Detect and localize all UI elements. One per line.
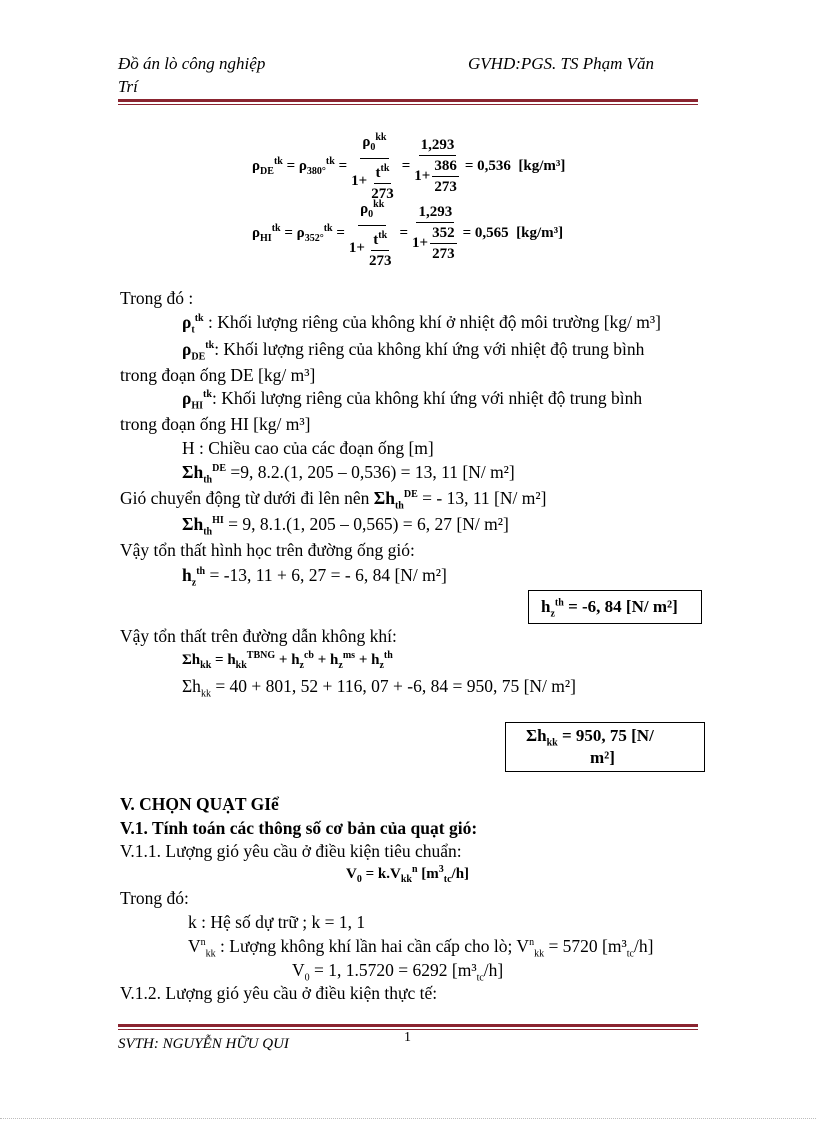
v0-calc: $V_0 = 1$, 1.5720 = 6292 $[m^3_{tc}/h]$ <box>292 960 504 984</box>
footer-author: SVTH: NGUYỄN HỮU QUI <box>118 1036 289 1052</box>
result-box-geo: $h_z^{th} = -6$, 84 [N/ m²] <box>528 590 702 624</box>
loss-geo-eq: $h_z^{th} = -13$, 11 + 6, 27 = - 6, 84 [N/ m²] <box>182 565 447 589</box>
formula-rho-de: $\rho_{DE}^{tk} = \rho_{380^\circ}^{tk}$ = $\rho_0^{kk}$ 1+ $\frac{t^{tk}}{273}$ = 1,293 1+ $\frac{386}{273}$ = 0,536 [kg/m³] <box>252 128 565 204</box>
loss-air-title: Vậy tổn thất trên đường dẫn không khí: <box>120 626 397 646</box>
def-rho-t: $\rho_t^{tk}$ : Khối lượng riêng của không khí ở nhiệt độ môi trường [kg/ m³] <box>182 312 661 336</box>
vn-definition: $V^n_{kk}$ : Lượng không khí lần hai cần cấp cho lò; $V^n_{kk} = 5720$ $[m^3_{tc}/h]$ <box>188 936 654 960</box>
def-rho-hi: $\rho_{HI}^{tk}$: Khối lượng riêng của không khí ứng với nhiệt độ trung bình <box>182 388 643 412</box>
section-v11: V.1.1. Lượng gió yêu cầu ở điều kiện tiêu chuẩn: <box>120 841 462 861</box>
header-rule <box>118 99 698 102</box>
formula-rho-hi: $\rho_{HI}^{tk} = \rho_{352^\circ}^{tk}$ = $\rho_0^{kk}$ 1+ $\frac{t^{tk}}{273}$ = 1,293 1+ $\frac{352}{273}$ = 0,565 [kg/m³] <box>252 195 563 271</box>
sum-hkk-formula: $\Sigma h_{kk} = h_{kk}^{TBNG} + h_z^{cb} + h_z^{ms} + h_z^{th}$ <box>182 650 393 671</box>
sum-hkk-calc: $\Sigma h_{kk} = 40 + 801$, 52 + 116, 07 + -6, 84 = 950, 75 [N/ m²] <box>182 676 576 700</box>
page-number: 1 <box>404 1030 411 1045</box>
k-definition: k : Hệ số dự trữ ; k = 1, 1 <box>188 912 366 932</box>
header-rule-thin <box>118 104 698 105</box>
wind-direction: Gió chuyển động từ dưới đi lên nên $\Sigma h_{th}^{DE}$ = - 13, 11 [N/ m²] <box>120 488 547 512</box>
v0-formula: $V_0 = k.V_{kk}^n$ $[m^3_{tc}/h]$ <box>346 864 470 885</box>
page-edge <box>0 1118 816 1119</box>
section-v1: V.1. Tính toán các thông số cơ bản của quạt gió: <box>120 818 478 838</box>
trong-do-2: Trong đó: <box>120 888 189 908</box>
footer-rule <box>118 1024 698 1027</box>
def-rho-de-cont: trong đoạn ống DE [kg/ m³] <box>120 365 316 385</box>
sum-h-hi: $\Sigma h_{th}^{HI} = 9$, 8.1.(1, 205 – 0,565) = 6, 27 [N/ m²] <box>182 514 509 538</box>
def-rho-de: $\rho_{DE}^{tk}$: Khối lượng riêng của không khí ứng với nhiệt độ trung bình <box>182 339 645 363</box>
header-left: Đồ án lò công nghiệp <box>118 54 266 73</box>
result-box-hkk: $\Sigma h_{kk} = 950$, 75 [N/ m²] <box>505 722 705 772</box>
def-rho-hi-cont: trong đoạn ống HI [kg/ m³] <box>120 414 311 434</box>
sum-h-de: $\Sigma h_{th}^{DE} =9$, 8.2.(1, 205 – 0,536) = 13, 11 [N/ m²] <box>182 462 515 486</box>
loss-geo-title: Vậy tổn thất hình học trên đường ống gió: <box>120 540 415 560</box>
trong-do-label: Trong đó : <box>120 288 194 308</box>
header-right: GVHD:PGS. TS Phạm Văn <box>468 54 655 73</box>
header-left-line2: Trí <box>118 77 138 96</box>
section-v12: V.1.2. Lượng gió yêu cầu ở điều kiện thực tế: <box>120 983 438 1003</box>
section-v: V. CHỌN QUẠT GIể <box>120 794 279 814</box>
def-h: H : Chiều cao của các đoạn ống [m] <box>182 438 434 458</box>
